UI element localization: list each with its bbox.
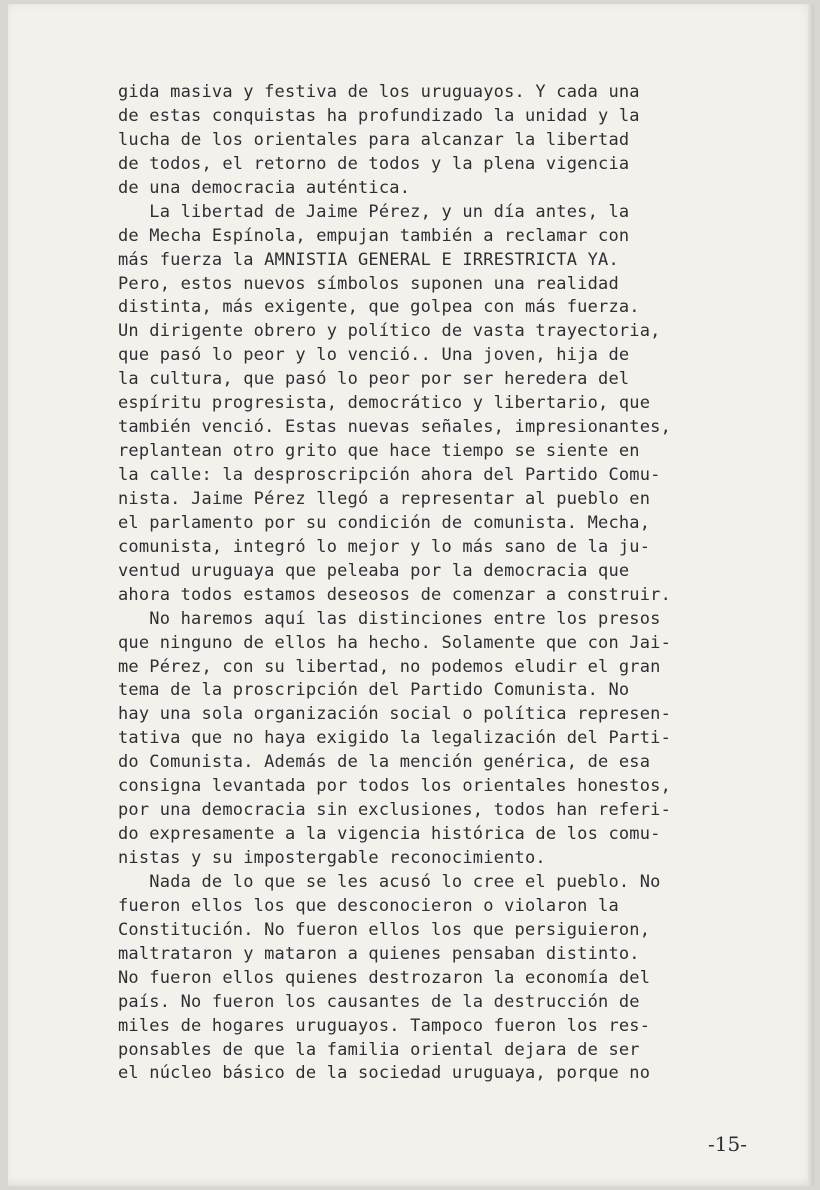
body-text [118, 81, 768, 1086]
document-page [8, 4, 814, 1186]
text-line: más fuerza la AMNISTIA GENERAL E IRRESTRICTA YA. [118, 249, 619, 270]
text-line: que ninguno de ellos ha hecho. Solamente que con Jai- [118, 632, 672, 653]
text-line: la calle: la desproscripción ahora del Partido Comu- [118, 465, 661, 485]
text-line: país. No fueron los causantes de la destrucción de [118, 991, 640, 1012]
text-line: tema de la proscripción del Partido Comunista. No [118, 680, 630, 701]
text-line: gida masiva y festiva de los uruguayos. Y cada una [118, 82, 640, 102]
text-line: de todos, el retorno de todos y la plena vigencia [118, 153, 630, 174]
text-line: ponsables de que la familia oriental dejara de ser [118, 1039, 640, 1060]
text-line: consigna levantada por todos los orientales honestos, [118, 776, 672, 797]
text-line: la cultura, que pasó lo peor por ser heredera del [118, 369, 630, 390]
text-line: comunista, integró lo mejor y lo más sano de la ju- [118, 536, 651, 557]
text-line: La libertad de Jaime Pérez, y un día antes, la [118, 201, 630, 222]
text-line: miles de hogares uruguayos. Tampoco fueron los res- [118, 1015, 651, 1036]
text-line: que pasó lo peor y lo venció.. Una joven, hija de [118, 345, 630, 366]
text-line: replantean otro grito que hace tiempo se siente en [118, 441, 640, 462]
text-line: Nada de lo que se les acusó lo cree el pueblo. No [118, 871, 661, 892]
page-number: -15- [708, 1132, 747, 1156]
text-line: do expresamente a la vigencia histórica de los comu- [118, 824, 661, 845]
text-line: Pero, estos nuevos símbolos suponen una realidad [118, 273, 619, 294]
text-line: de estas conquistas ha profundizado la unidad y la [118, 105, 640, 126]
text-line: nistas y su impostergable reconocimiento. [118, 848, 546, 868]
text-line: Constitución. No fueron ellos los que persiguieron, [118, 919, 651, 940]
text-line: me Pérez, con su libertad, no podemos eludir el gran [118, 656, 661, 677]
text-line: ahora todos estamos deseosos de comenzar a construir. [118, 584, 672, 605]
text-line: No fueron ellos quienes destrozaron la economía del [118, 967, 651, 988]
text-line: también venció. Estas nuevas señales, impresionantes, [118, 417, 672, 438]
text-line: el núcleo básico de la sociedad uruguaya, porque no [118, 1063, 651, 1084]
text-line: Un dirigente obrero y político de vasta trayectoria, [118, 321, 661, 342]
text-line: por una democracia sin exclusiones, todos han referi- [118, 800, 672, 821]
text-line: espíritu progresista, democrático y libertario, que [118, 393, 651, 414]
text-line: el parlamento por su condición de comunista. Mecha, [118, 512, 651, 533]
text-line: hay una sola organización social o política represen- [118, 704, 672, 725]
text-line: tativa que no haya exigido la legalización del Parti- [118, 728, 672, 749]
text-line: ventud uruguaya que peleaba por la democracia que [118, 560, 630, 581]
text-line: distinta, más exigente, que golpea con más fuerza. [118, 297, 640, 318]
page-edge-shadow [808, 4, 814, 1186]
text-line: No haremos aquí las distinciones entre los presos [118, 608, 661, 629]
text-line: do Comunista. Además de la mención genérica, de esa [118, 752, 651, 773]
text-line: de Mecha Espínola, empujan también a reclamar con [118, 225, 630, 246]
text-line: de una democracia auténtica. [118, 177, 411, 198]
text-line: fueron ellos los que desconocieron o violaron la [118, 895, 619, 916]
text-line: lucha de los orientales para alcanzar la libertad [118, 129, 630, 150]
text-line: maltrataron y mataron a quienes pensaban distinto. [118, 943, 640, 964]
text-line: nista. Jaime Pérez llegó a representar al pueblo en [118, 488, 651, 509]
